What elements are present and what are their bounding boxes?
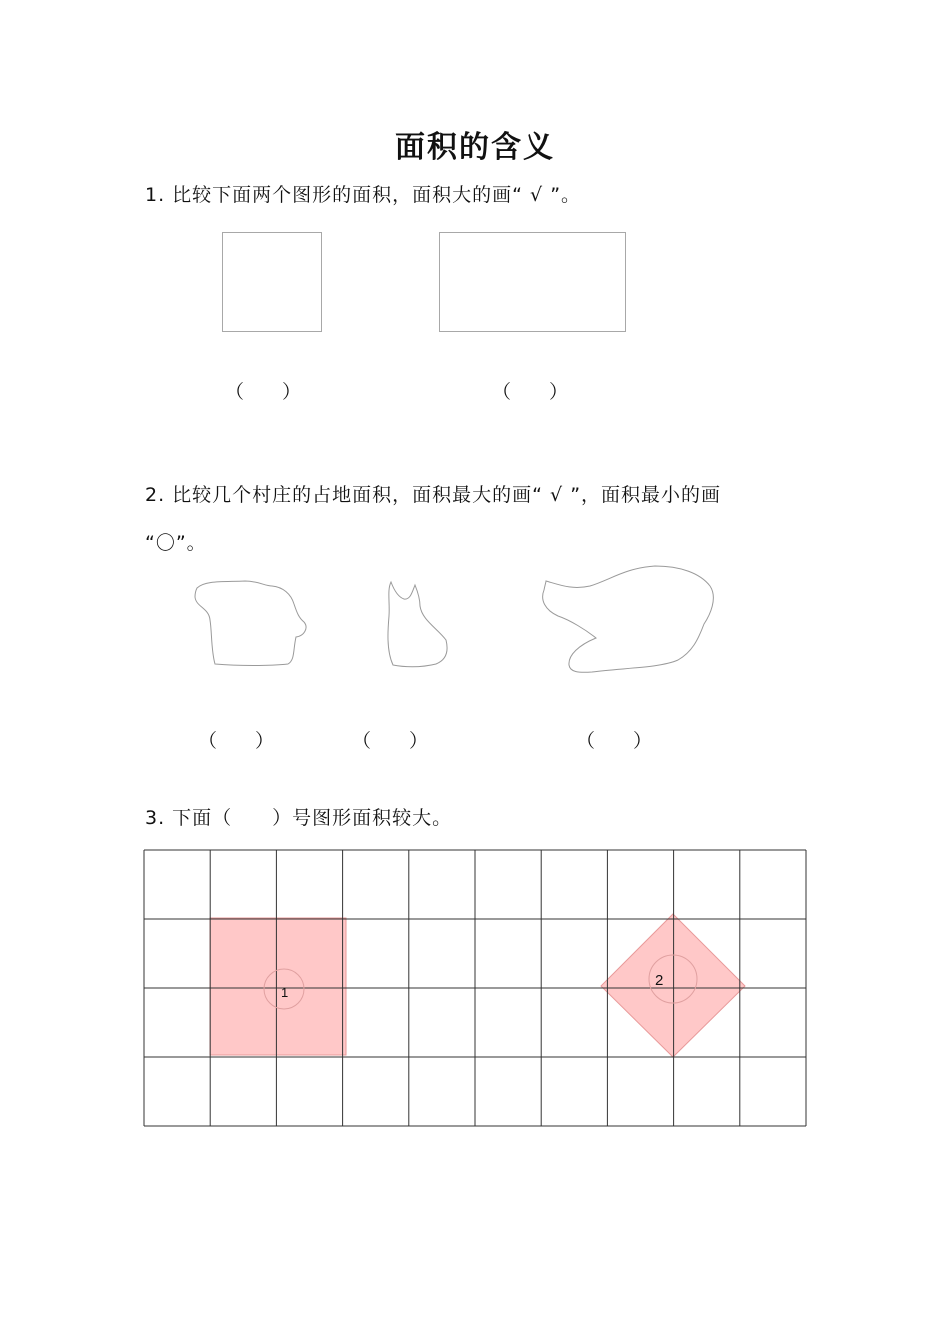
shape-1-label: 1 [281,985,289,1000]
shape-2 [601,914,745,1057]
village-shape-3 [543,566,714,672]
question-1-text: 1. 比较下面两个图形的面积，面积大的画“ √ ”。 [145,184,582,206]
answer-blank-3[interactable]: （ ） [198,730,275,752]
shape-1 [210,918,346,1055]
answer-blank-1[interactable]: （ ） [225,381,302,403]
grid-lines [144,850,806,1126]
answer-blank-4[interactable]: （ ） [352,730,429,752]
shape-2-label: 2 [655,972,664,989]
answer-blank-2[interactable]: （ ） [492,381,569,403]
village-shape-2 [388,582,447,667]
page-title: 面积的含义 [395,130,555,165]
question-2-text: 2. 比较几个村庄的占地面积，面积最大的画“ √ ”，面积最小的画 [145,484,722,506]
grid-figure [143,849,807,1127]
village-shape-1 [195,581,306,666]
answer-blank-5[interactable]: （ ） [576,730,653,752]
question-2-text-cont: “〇”。 [145,532,207,554]
question-3-text: 3. 下面（ ）号图形面积较大。 [145,807,453,829]
